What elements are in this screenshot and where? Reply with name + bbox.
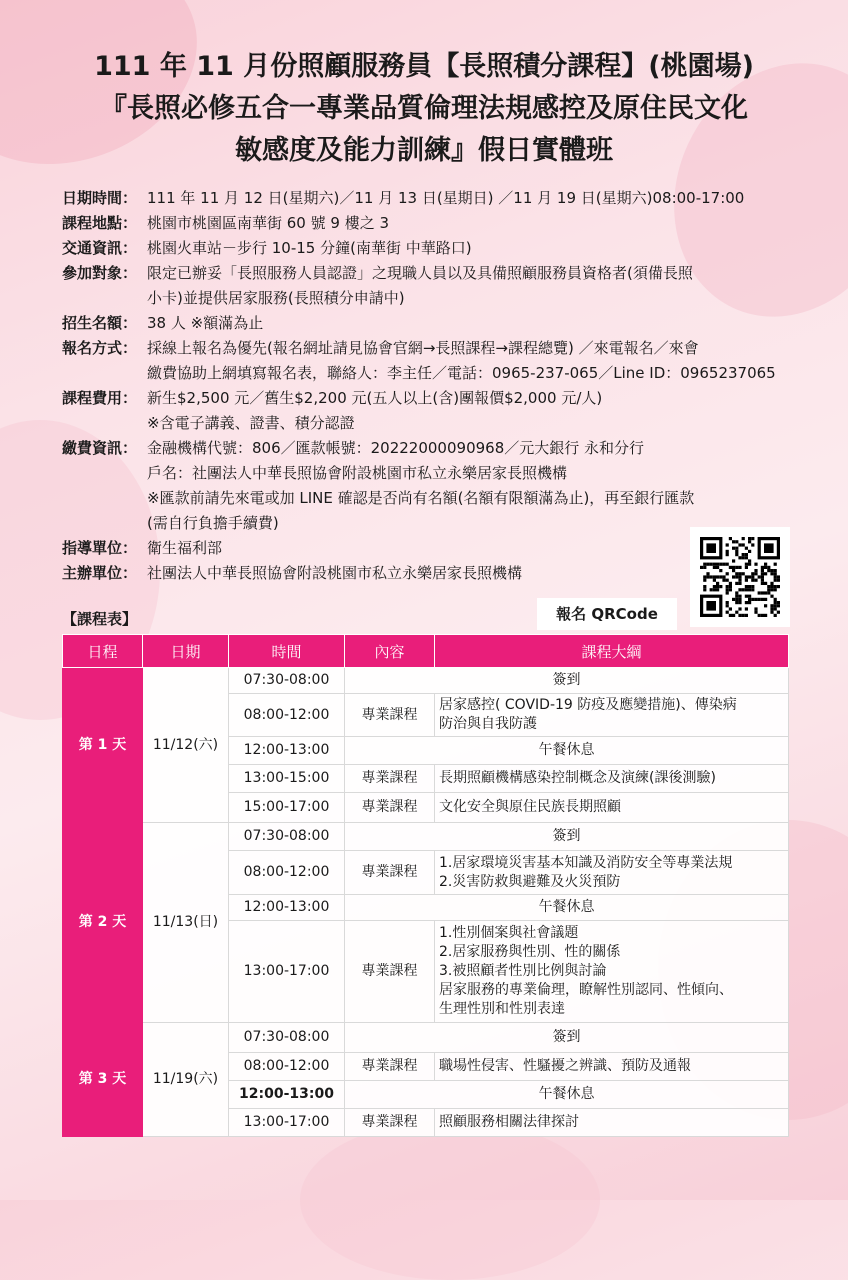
schedule-table bbox=[62, 634, 789, 1137]
time-cell: 12:00-13:00 bbox=[229, 895, 345, 921]
course-info bbox=[62, 186, 802, 586]
content-cell: 專業課程 bbox=[345, 694, 435, 737]
info-label: 課程地點： bbox=[62, 214, 138, 232]
break-cell: 午餐休息 bbox=[345, 1081, 789, 1109]
background-petal bbox=[300, 1120, 600, 1280]
info-line: 金融機構代號：806／匯款帳號：20222000090968／元大銀行 永和分行 bbox=[147, 439, 645, 457]
time-cell: 13:00-17:00 bbox=[229, 921, 345, 1023]
outline-line: 居家感控( COVID-19 防疫及應變措施)、傳染病 bbox=[439, 697, 737, 713]
info-value bbox=[147, 236, 802, 261]
info-line: 111 年 11 月 12 日(星期六)／11 月 13 日(星期日) ／11 月 19 日(星期六)08:00-17:00 bbox=[147, 189, 745, 207]
outline-cell bbox=[435, 921, 789, 1023]
info-label: 主辦單位： bbox=[62, 564, 138, 582]
info-line: ※匯款前請先來電或加 LINE 確認是否尚有名額(名額有限額滿為止)，再至銀行匯款 bbox=[147, 489, 695, 507]
info-line: 桃園火車站－步行 10-15 分鐘(南華街 中華路口) bbox=[147, 239, 472, 257]
info-value bbox=[147, 211, 802, 236]
column-header: 日程 bbox=[63, 635, 143, 668]
outline-line: 防治與自我防護 bbox=[439, 716, 537, 732]
info-label: 交通資訊： bbox=[62, 239, 138, 257]
break-cell: 簽到 bbox=[345, 823, 789, 851]
time-cell: 12:00-13:00 bbox=[229, 1081, 345, 1109]
outline-line: 2.居家服務與性別、性的關係 bbox=[439, 944, 621, 960]
info-value bbox=[147, 311, 802, 336]
info-line: 戶名：社團法人中華長照協會附設桃園市私立永樂居家長照機構 bbox=[147, 464, 568, 482]
title-line-3: 敏感度及能力訓練』假日實體班 bbox=[235, 135, 613, 166]
outline-line: 職場性侵害、性騷擾之辨識、預防及通報 bbox=[439, 1058, 691, 1074]
time-cell: 12:00-13:00 bbox=[229, 737, 345, 765]
content-cell: 專業課程 bbox=[345, 1109, 435, 1137]
time-cell: 13:00-17:00 bbox=[229, 1109, 345, 1137]
table-row bbox=[63, 823, 789, 851]
outline-line: 1.性別個案與社會議題 bbox=[439, 925, 579, 941]
info-line: 桃園市桃園區南華街 60 號 9 樓之 3 bbox=[147, 214, 390, 232]
outline-line: 2.災害防救與避難及火災預防 bbox=[439, 873, 621, 890]
outline-line: 照顧服務相關法律探討 bbox=[439, 1114, 579, 1130]
time-cell: 08:00-12:00 bbox=[229, 851, 345, 895]
column-header: 時間 bbox=[229, 635, 345, 668]
outline-line: 文化安全與原住民族長期照顧 bbox=[439, 799, 621, 815]
info-value bbox=[147, 386, 802, 436]
content-cell: 專業課程 bbox=[345, 765, 435, 793]
column-header: 內容 bbox=[345, 635, 435, 668]
info-line: 小卡)並提供居家服務(長照積分申請中) bbox=[147, 289, 405, 307]
info-row bbox=[62, 336, 802, 386]
outline-cell bbox=[435, 694, 789, 737]
info-value bbox=[147, 436, 802, 536]
table-row bbox=[63, 1023, 789, 1053]
day-label: 第 2 天 bbox=[63, 823, 143, 1023]
break-cell: 午餐休息 bbox=[345, 895, 789, 921]
table-row bbox=[63, 668, 789, 694]
info-label: 指導單位： bbox=[62, 539, 138, 557]
day-label: 第 3 天 bbox=[63, 1023, 143, 1137]
content-cell: 專業課程 bbox=[345, 793, 435, 823]
date-cell: 11/19(六) bbox=[143, 1023, 229, 1137]
info-line: 38 人 ※額滿為止 bbox=[147, 314, 264, 332]
info-label: 參加對象： bbox=[62, 264, 138, 282]
info-label: 招生名額： bbox=[62, 314, 138, 332]
info-value bbox=[147, 261, 802, 311]
date-cell: 11/12(六) bbox=[143, 668, 229, 823]
content-cell: 專業課程 bbox=[345, 1053, 435, 1081]
info-row bbox=[62, 186, 802, 211]
time-cell: 07:30-08:00 bbox=[229, 1023, 345, 1053]
info-row bbox=[62, 386, 802, 436]
outline-cell bbox=[435, 765, 789, 793]
info-value bbox=[147, 336, 802, 386]
info-line: 繳費協助上網填寫報名表，聯絡人：李主任／電話：0965-237-065／Line ID：0965237065 bbox=[147, 364, 776, 382]
info-label: 報名方式： bbox=[62, 339, 138, 357]
time-cell: 07:30-08:00 bbox=[229, 823, 345, 851]
info-label: 繳費資訊： bbox=[62, 439, 138, 457]
time-cell: 15:00-17:00 bbox=[229, 793, 345, 823]
column-header: 課程大綱 bbox=[435, 635, 789, 668]
outline-cell bbox=[435, 793, 789, 823]
qrcode-icon bbox=[700, 537, 780, 617]
time-cell: 08:00-12:00 bbox=[229, 1053, 345, 1081]
title-line-1: 111 年 11 月份照顧服務員【長照積分課程】(桃園場) bbox=[94, 51, 754, 82]
time-cell: 13:00-15:00 bbox=[229, 765, 345, 793]
info-line: 衛生福利部 bbox=[147, 539, 223, 557]
info-line: 限定已辦妥「長照服務人員認證」之現職人員以及具備照顧服務員資格者(須備長照 bbox=[147, 264, 693, 282]
break-cell: 午餐休息 bbox=[345, 737, 789, 765]
date-cell: 11/13(日) bbox=[143, 823, 229, 1023]
schedule-label: 【課程表】 bbox=[62, 610, 138, 628]
outline-line: 居家服務的專業倫理，瞭解性別認同、性傾向、 bbox=[439, 982, 733, 998]
info-value bbox=[147, 186, 802, 211]
info-line: 採線上報名為優先(報名網址請見協會官網→長照課程→課程總覽) ／來電報名／來會 bbox=[147, 339, 699, 357]
time-cell: 08:00-12:00 bbox=[229, 694, 345, 737]
info-row bbox=[62, 311, 802, 336]
time-cell: 07:30-08:00 bbox=[229, 668, 345, 694]
info-row bbox=[62, 211, 802, 236]
outline-cell bbox=[435, 1053, 789, 1081]
info-line: ※含電子講義、證書、積分認證 bbox=[147, 414, 355, 432]
outline-cell bbox=[435, 851, 789, 895]
title-line-2: 『長照必修五合一專業品質倫理法規感控及原住民文化 bbox=[100, 93, 748, 124]
qrcode[interactable] bbox=[690, 527, 790, 627]
qrcode-label: 報名 QRCode bbox=[537, 598, 677, 630]
outline-line: 生理性別和性別表達 bbox=[439, 1001, 565, 1017]
outline-line: 3.被照顧者性別比例與討論 bbox=[439, 963, 607, 979]
content-cell: 專業課程 bbox=[345, 921, 435, 1023]
info-row bbox=[62, 261, 802, 311]
content-cell: 專業課程 bbox=[345, 851, 435, 895]
info-label: 課程費用： bbox=[62, 389, 138, 407]
info-row bbox=[62, 436, 802, 536]
info-line: (需自行負擔手續費) bbox=[147, 514, 279, 532]
outline-line: 長期照顧機構感染控制概念及演練(課後測驗) bbox=[439, 770, 716, 786]
info-label: 日期時間： bbox=[62, 189, 138, 207]
outline-cell bbox=[435, 1109, 789, 1137]
info-row bbox=[62, 236, 802, 261]
day-label: 第 1 天 bbox=[63, 668, 143, 823]
info-line: 社團法人中華長照協會附設桃園市私立永樂居家長照機構 bbox=[147, 564, 523, 582]
break-cell: 簽到 bbox=[345, 668, 789, 694]
info-line: 新生$2,500 元／舊生$2,200 元(五人以上(含)團報價$2,000 元/人) bbox=[147, 389, 603, 407]
column-header: 日期 bbox=[143, 635, 229, 668]
break-cell: 簽到 bbox=[345, 1023, 789, 1053]
outline-line: 1.居家環境災害基本知識及消防安全等專業法規 bbox=[439, 854, 733, 871]
